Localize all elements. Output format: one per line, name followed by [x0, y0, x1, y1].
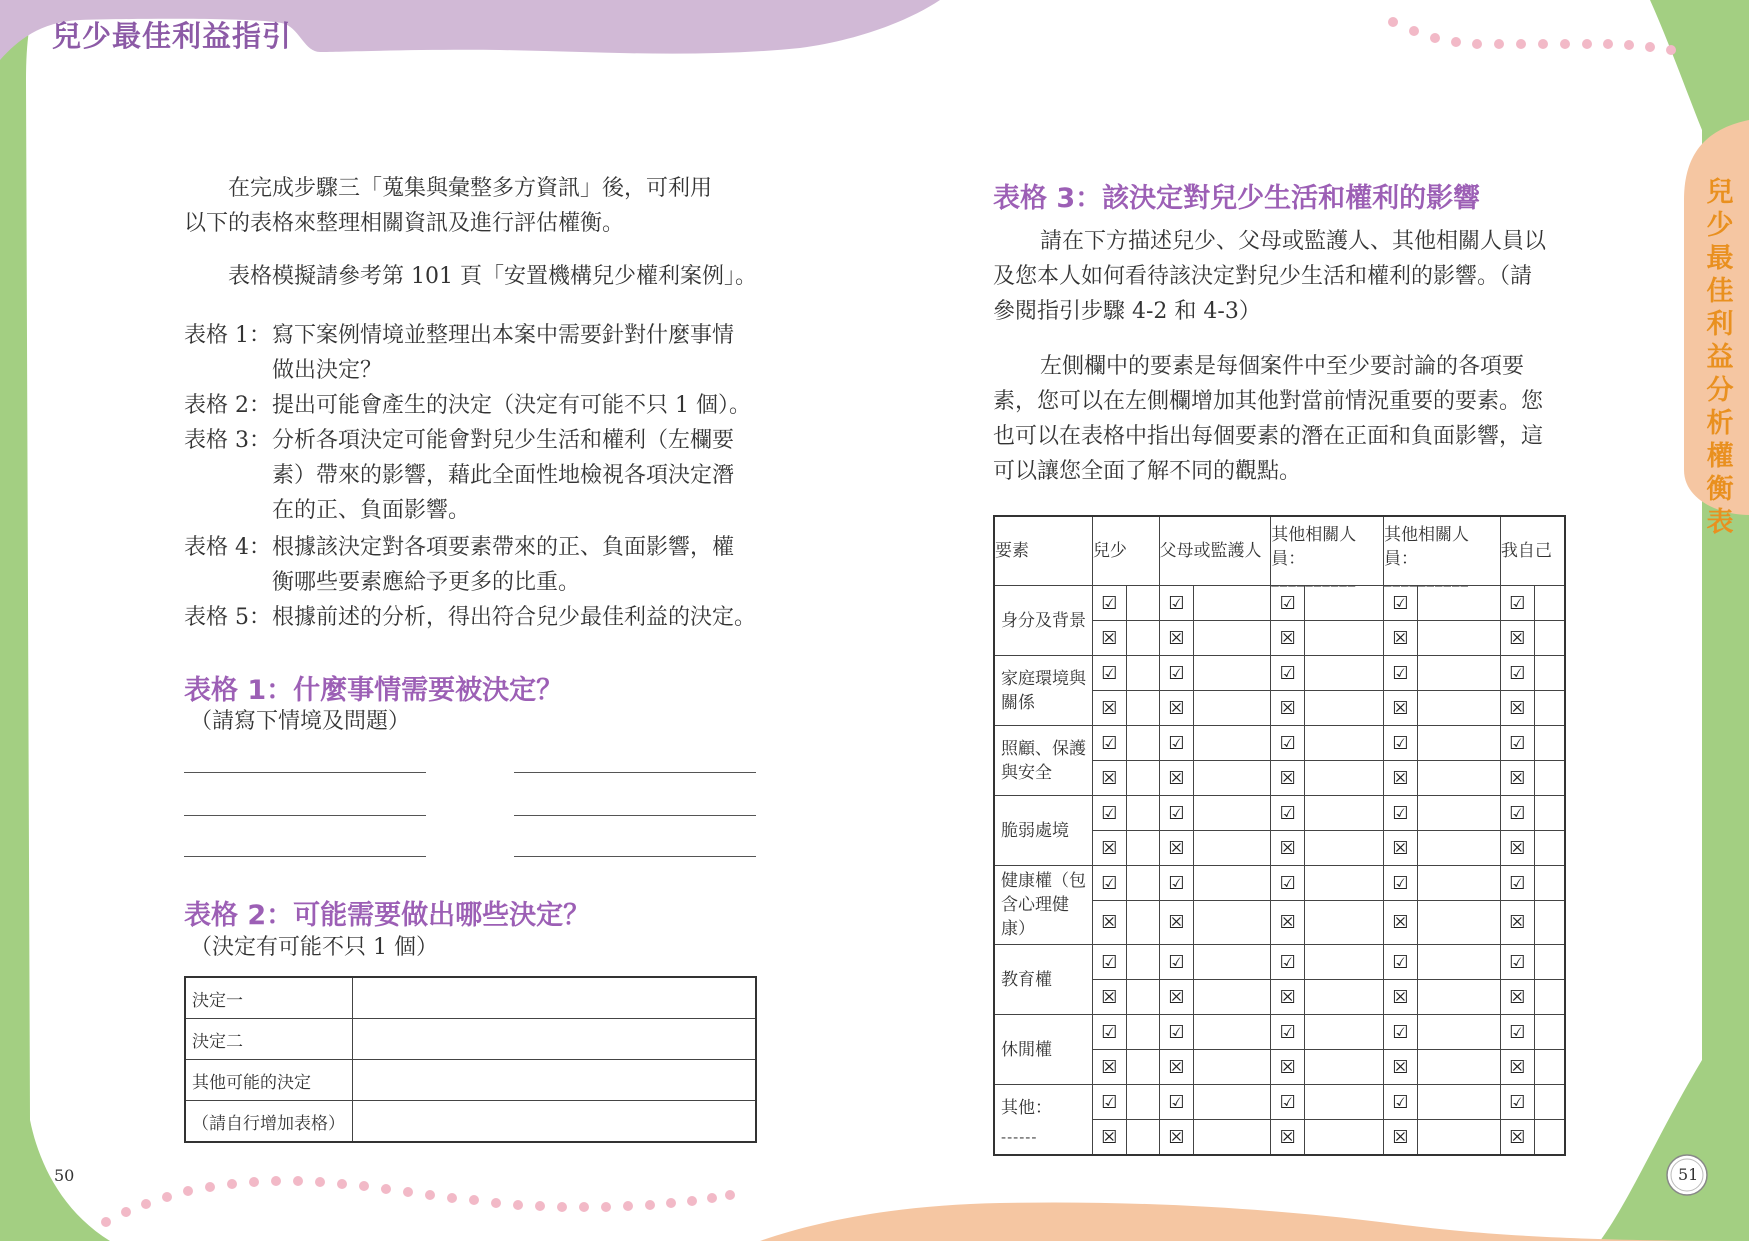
positive-checkbox-icon[interactable]: ☑ [1384, 796, 1418, 831]
impact-table [993, 515, 1566, 1156]
impact-note-cell[interactable] [1417, 980, 1500, 1015]
factor-label [994, 586, 1092, 656]
impact-note-cell[interactable] [1194, 1085, 1271, 1120]
intro-reference: 表格模擬請參考第 101 頁「安置機構兒少權利案例」。 [228, 264, 757, 289]
negative-checkbox-icon[interactable]: ☒ [1092, 621, 1126, 656]
positive-checkbox-icon[interactable]: ☑ [1500, 1015, 1534, 1050]
positive-checkbox-icon[interactable]: ☑ [1092, 1085, 1126, 1120]
impact-note-cell[interactable] [1126, 866, 1159, 901]
negative-checkbox-icon[interactable]: ☒ [1092, 901, 1126, 945]
impact-note-cell[interactable] [1534, 586, 1565, 621]
impact-note-cell[interactable] [1194, 831, 1271, 866]
positive-checkbox-icon[interactable]: ☑ [1159, 726, 1194, 761]
column-header [1271, 516, 1384, 586]
list-item-label: 表格 5： [184, 605, 271, 630]
list-item [184, 530, 764, 600]
impact-note-cell[interactable] [1305, 901, 1384, 945]
table-row [185, 977, 756, 1019]
positive-checkbox-icon[interactable]: ☑ [1271, 1085, 1305, 1120]
column-header [1384, 516, 1501, 586]
column-header [1500, 516, 1565, 586]
impact-note-cell[interactable] [1305, 831, 1384, 866]
factor-label [994, 945, 1092, 1015]
column-header-label: 兒少 [1092, 541, 1127, 561]
positive-checkbox-icon[interactable]: ☑ [1384, 726, 1418, 761]
negative-checkbox-icon[interactable]: ☒ [1384, 831, 1418, 866]
positive-checkbox-icon[interactable]: ☑ [1159, 656, 1194, 691]
negative-checkbox-icon[interactable]: ☒ [1500, 1120, 1534, 1156]
impact-note-cell[interactable] [1417, 1120, 1500, 1156]
factor-label-text: 照顧、保護與安全 [1001, 738, 1086, 783]
impact-note-cell[interactable] [1194, 980, 1271, 1015]
factor-label [994, 726, 1092, 796]
list-item-line: 素）帶來的影響，藉此全面性地檢視各項決定潛 [272, 463, 735, 488]
intro-line-2: 以下的表格來整理相關資訊及進行評估權衡。 [184, 211, 625, 236]
positive-checkbox-icon[interactable]: ☑ [1271, 656, 1305, 691]
positive-checkbox-icon[interactable]: ☑ [1159, 1085, 1194, 1120]
list-item-text [272, 530, 764, 600]
column-blank-line[interactable]: __________ [1271, 569, 1357, 587]
impact-note-cell[interactable] [1534, 901, 1565, 945]
impact-note-cell[interactable] [1194, 866, 1271, 901]
impact-note-cell[interactable] [1194, 726, 1271, 761]
factor-label [994, 796, 1092, 866]
impact-note-cell[interactable] [1126, 796, 1159, 831]
negative-checkbox-icon[interactable]: ☒ [1500, 901, 1534, 945]
negative-checkbox-icon[interactable]: ☒ [1159, 691, 1194, 726]
impact-note-cell[interactable] [1417, 866, 1500, 901]
negative-checkbox-icon[interactable]: ☒ [1092, 1120, 1126, 1156]
para2-line-3: 也可以在表格中指出每個要素的潛在正面和負面影響，這 [993, 424, 1544, 449]
table-row [185, 1101, 756, 1143]
negative-checkbox-icon[interactable]: ☒ [1500, 761, 1534, 796]
impact-note-cell[interactable] [1194, 691, 1271, 726]
positive-checkbox-icon[interactable]: ☑ [1500, 726, 1534, 761]
impact-note-cell[interactable] [1126, 901, 1159, 945]
decision-input-cell[interactable] [353, 977, 757, 1019]
impact-note-cell[interactable] [1305, 656, 1384, 691]
list-item [184, 388, 764, 423]
impact-note-cell[interactable] [1534, 1050, 1565, 1085]
impact-note-cell[interactable] [1194, 656, 1271, 691]
impact-note-cell[interactable] [1534, 796, 1565, 831]
impact-note-cell[interactable] [1534, 831, 1565, 866]
negative-checkbox-icon[interactable]: ☒ [1384, 1120, 1418, 1156]
negative-checkbox-icon[interactable]: ☒ [1271, 761, 1305, 796]
positive-checkbox-icon[interactable]: ☑ [1500, 586, 1534, 621]
impact-note-cell[interactable] [1194, 621, 1271, 656]
impact-note-cell[interactable] [1126, 945, 1159, 980]
para1-line-3: 參閱指引步驟 4-2 和 4-3） [993, 299, 1261, 324]
side-tab-label: 兒 少 最 佳 利 益 分 析 權 衡 表 [1706, 177, 1734, 538]
list-item-line: 在的正、負面影響。 [272, 498, 471, 523]
table3-paragraph-1 [993, 224, 1573, 329]
impact-note-cell[interactable] [1126, 1050, 1159, 1085]
impact-note-cell[interactable] [1417, 761, 1500, 796]
decision-label: 決定二 [185, 1019, 353, 1060]
list-item-line: 做出決定？ [272, 358, 383, 383]
impact-note-cell[interactable] [1534, 726, 1565, 761]
impact-note-cell[interactable] [1305, 980, 1384, 1015]
positive-checkbox-icon[interactable]: ☑ [1092, 1015, 1126, 1050]
negative-checkbox-icon[interactable]: ☒ [1159, 1050, 1194, 1085]
list-item-line: 根據該決定對各項要素帶來的正、負面影響，權 [272, 535, 735, 560]
impact-note-cell[interactable] [1126, 586, 1159, 621]
impact-note-cell[interactable] [1417, 1015, 1500, 1050]
table-row [994, 586, 1565, 621]
intro-paragraph [184, 171, 764, 241]
table3-paragraph-2 [993, 349, 1573, 489]
factor-label [994, 1085, 1092, 1156]
table1-subtitle: （請寫下情境及問題） [190, 709, 411, 734]
impact-note-cell[interactable] [1194, 1015, 1271, 1050]
para1-line-1: 請在下方描述兒少、父母或監護人、其他相關人員以 [1040, 229, 1547, 254]
negative-checkbox-icon[interactable]: ☒ [1159, 831, 1194, 866]
impact-note-cell[interactable] [1194, 586, 1271, 621]
positive-checkbox-icon[interactable]: ☑ [1092, 586, 1126, 621]
decision-label: 決定一 [185, 977, 353, 1019]
impact-note-cell[interactable] [1417, 586, 1500, 621]
factor-blank-line[interactable]: ------ [1001, 1127, 1038, 1146]
negative-checkbox-icon[interactable]: ☒ [1384, 980, 1418, 1015]
negative-checkbox-icon[interactable]: ☒ [1500, 831, 1534, 866]
decisions-table [184, 976, 757, 1143]
positive-checkbox-icon[interactable]: ☑ [1500, 1085, 1534, 1120]
impact-note-cell[interactable] [1417, 1085, 1500, 1120]
impact-note-cell[interactable] [1126, 1120, 1159, 1156]
factor-label [994, 866, 1092, 945]
table-row [994, 656, 1565, 691]
answer-line[interactable] [184, 772, 426, 773]
para2-line-4: 可以讓您全面了解不同的觀點。 [993, 459, 1302, 484]
impact-note-cell[interactable] [1417, 796, 1500, 831]
negative-checkbox-icon[interactable]: ☒ [1159, 761, 1194, 796]
positive-checkbox-icon[interactable]: ☑ [1092, 945, 1126, 980]
positive-checkbox-icon[interactable]: ☑ [1384, 1085, 1418, 1120]
running-header-title: 兒少最佳利益指引 [52, 19, 293, 53]
impact-note-cell[interactable] [1534, 980, 1565, 1015]
positive-checkbox-icon[interactable]: ☑ [1500, 796, 1534, 831]
list-item [184, 318, 764, 388]
answer-line[interactable] [184, 856, 426, 857]
list-item-label: 表格 2： [184, 393, 271, 418]
impact-note-cell[interactable] [1305, 621, 1384, 656]
positive-checkbox-icon[interactable]: ☑ [1271, 726, 1305, 761]
decision-label: 其他可能的決定 [185, 1060, 353, 1101]
negative-checkbox-icon[interactable]: ☒ [1271, 901, 1305, 945]
list-item [184, 423, 764, 528]
column-header [994, 516, 1092, 586]
impact-note-cell[interactable] [1417, 726, 1500, 761]
impact-note-cell[interactable] [1126, 726, 1159, 761]
column-header [1092, 516, 1159, 586]
negative-checkbox-icon[interactable]: ☒ [1271, 691, 1305, 726]
negative-checkbox-icon[interactable]: ☒ [1092, 1050, 1126, 1085]
list-item-line: 分析各項決定可能會對兒少生活和權利（左欄要 [272, 428, 735, 453]
list-item-label: 表格 1： [184, 323, 271, 348]
impact-note-cell[interactable] [1305, 1085, 1384, 1120]
impact-note-cell[interactable] [1126, 621, 1159, 656]
negative-checkbox-icon[interactable]: ☒ [1500, 691, 1534, 726]
list-item-line: 寫下案例情境並整理出本案中需要針對什麼事情 [272, 323, 735, 348]
impact-note-cell[interactable] [1305, 796, 1384, 831]
factor-label-text: 脆弱處境 [1001, 820, 1069, 841]
negative-checkbox-icon[interactable]: ☒ [1092, 761, 1126, 796]
impact-note-cell[interactable] [1305, 1120, 1384, 1156]
factor-label [994, 1015, 1092, 1085]
impact-note-cell[interactable] [1534, 761, 1565, 796]
list-item-text [272, 600, 764, 635]
table-header-row [994, 516, 1565, 586]
list-item-text [272, 388, 764, 423]
negative-checkbox-icon[interactable]: ☒ [1500, 980, 1534, 1015]
factor-label-text: 休閒權 [1001, 1039, 1052, 1060]
table-row [185, 1060, 756, 1101]
answer-line[interactable] [184, 815, 426, 816]
impact-note-cell[interactable] [1417, 621, 1500, 656]
positive-checkbox-icon[interactable]: ☑ [1092, 866, 1126, 901]
negative-checkbox-icon[interactable]: ☒ [1384, 1050, 1418, 1085]
list-item-line: 衡哪些要素應給予更多的比重。 [272, 570, 581, 595]
column-header-label: 要素 [995, 541, 1029, 561]
table-row [994, 1085, 1565, 1120]
positive-checkbox-icon[interactable]: ☑ [1159, 866, 1194, 901]
factor-label-text: 健康權（包含心理健康） [1001, 871, 1086, 939]
impact-note-cell[interactable] [1534, 1015, 1565, 1050]
positive-checkbox-icon[interactable]: ☑ [1500, 866, 1534, 901]
positive-checkbox-icon[interactable]: ☑ [1384, 866, 1418, 901]
impact-note-cell[interactable] [1534, 866, 1565, 901]
negative-checkbox-icon[interactable]: ☒ [1159, 621, 1194, 656]
impact-note-cell[interactable] [1417, 901, 1500, 945]
impact-note-cell[interactable] [1534, 945, 1565, 980]
impact-note-cell[interactable] [1417, 831, 1500, 866]
negative-checkbox-icon[interactable]: ☒ [1159, 980, 1194, 1015]
positive-checkbox-icon[interactable]: ☑ [1500, 945, 1534, 980]
column-blank-line[interactable]: __________ [1384, 569, 1469, 587]
column-header-label: 其他相關人員： [1384, 525, 1469, 569]
impact-note-cell[interactable] [1126, 656, 1159, 691]
table2-heading: 表格 2：可能需要做出哪些決定？ [184, 900, 591, 931]
positive-checkbox-icon[interactable]: ☑ [1271, 866, 1305, 901]
impact-note-cell[interactable] [1305, 945, 1384, 980]
list-item-text [272, 423, 764, 528]
decision-input-cell[interactable] [353, 1060, 757, 1101]
list-item-line: 提出可能會產生的決定（決定有可能不只 1 個）。 [272, 393, 751, 418]
impact-note-cell[interactable] [1305, 691, 1384, 726]
impact-note-cell[interactable] [1126, 831, 1159, 866]
answer-line[interactable] [514, 856, 756, 857]
list-item [184, 600, 764, 635]
column-header-label: 父母或監護人 [1159, 541, 1262, 561]
positive-checkbox-icon[interactable]: ☑ [1092, 796, 1126, 831]
table-row [994, 726, 1565, 761]
table-row [994, 866, 1565, 901]
negative-checkbox-icon[interactable]: ☒ [1159, 901, 1194, 945]
negative-checkbox-icon[interactable]: ☒ [1271, 1050, 1305, 1085]
impact-note-cell[interactable] [1126, 691, 1159, 726]
negative-checkbox-icon[interactable]: ☒ [1092, 831, 1126, 866]
page-number-left: 50 [54, 1166, 75, 1185]
table1-heading: 表格 1：什麼事情需要被決定？ [184, 675, 564, 706]
table-row [185, 1019, 756, 1060]
column-header-label: 其他相關人員： [1271, 525, 1357, 569]
list-item-line: 根據前述的分析，得出符合兒少最佳利益的決定。 [272, 605, 757, 630]
positive-checkbox-icon[interactable]: ☑ [1159, 796, 1194, 831]
impact-note-cell[interactable] [1305, 586, 1384, 621]
negative-checkbox-icon[interactable]: ☒ [1384, 691, 1418, 726]
table-row [994, 796, 1565, 831]
impact-note-cell[interactable] [1534, 691, 1565, 726]
column-header [1159, 516, 1271, 586]
positive-checkbox-icon[interactable]: ☑ [1159, 945, 1194, 980]
impact-note-cell[interactable] [1417, 1050, 1500, 1085]
impact-note-cell[interactable] [1194, 1120, 1271, 1156]
impact-note-cell[interactable] [1194, 796, 1271, 831]
negative-checkbox-icon[interactable]: ☒ [1384, 901, 1418, 945]
impact-note-cell[interactable] [1417, 945, 1500, 980]
positive-checkbox-icon[interactable]: ☑ [1092, 656, 1126, 691]
positive-checkbox-icon[interactable]: ☑ [1384, 1015, 1418, 1050]
impact-note-cell[interactable] [1194, 901, 1271, 945]
decision-input-cell[interactable] [353, 1019, 757, 1060]
page-number-right: 51 [1678, 1165, 1699, 1184]
impact-note-cell[interactable] [1305, 726, 1384, 761]
factor-label-text: 其他： [1001, 1097, 1052, 1118]
impact-note-cell[interactable] [1305, 866, 1384, 901]
answer-line[interactable] [514, 772, 756, 773]
negative-checkbox-icon[interactable]: ☒ [1271, 1120, 1305, 1156]
impact-note-cell[interactable] [1194, 1050, 1271, 1085]
positive-checkbox-icon[interactable]: ☑ [1384, 586, 1418, 621]
negative-checkbox-icon[interactable]: ☒ [1271, 621, 1305, 656]
negative-checkbox-icon[interactable]: ☒ [1092, 691, 1126, 726]
table3-heading: 表格 3：該決定對兒少生活和權利的影響 [993, 183, 1481, 214]
table-row [994, 1015, 1565, 1050]
negative-checkbox-icon[interactable]: ☒ [1159, 1120, 1194, 1156]
para1-line-2: 及您本人如何看待該決定對兒少生活和權利的影響。（請 [993, 264, 1533, 289]
impact-note-cell[interactable] [1194, 945, 1271, 980]
impact-note-cell[interactable] [1417, 691, 1500, 726]
negative-checkbox-icon[interactable]: ☒ [1384, 761, 1418, 796]
table2-subtitle: （決定有可能不只 1 個） [190, 935, 438, 960]
positive-checkbox-icon[interactable]: ☑ [1159, 586, 1194, 621]
intro-line-1: 在完成步驟三「蒐集與彙整多方資訊」後，可利用 [228, 176, 713, 201]
positive-checkbox-icon[interactable]: ☑ [1092, 726, 1126, 761]
impact-note-cell[interactable] [1534, 1085, 1565, 1120]
factor-label-text: 身分及背景 [1001, 610, 1086, 631]
impact-note-cell[interactable] [1534, 621, 1565, 656]
list-item-text [272, 318, 764, 388]
negative-checkbox-icon[interactable]: ☒ [1384, 621, 1418, 656]
negative-checkbox-icon[interactable]: ☒ [1092, 980, 1126, 1015]
impact-note-cell[interactable] [1126, 1085, 1159, 1120]
impact-note-cell[interactable] [1305, 1015, 1384, 1050]
impact-note-cell[interactable] [1534, 1120, 1565, 1156]
impact-note-cell[interactable] [1305, 1050, 1384, 1085]
negative-checkbox-icon[interactable]: ☒ [1500, 621, 1534, 656]
positive-checkbox-icon[interactable]: ☑ [1271, 945, 1305, 980]
decision-input-cell[interactable] [353, 1101, 757, 1143]
list-item-label: 表格 3： [184, 428, 271, 453]
positive-checkbox-icon[interactable]: ☑ [1500, 656, 1534, 691]
negative-checkbox-icon[interactable]: ☒ [1500, 1050, 1534, 1085]
impact-note-cell[interactable] [1126, 761, 1159, 796]
para2-line-2: 素，您可以在左側欄增加其他對當前情況重要的要素。您 [993, 389, 1544, 414]
decision-label: （請自行增加表格） [185, 1101, 353, 1143]
impact-note-cell[interactable] [1126, 1015, 1159, 1050]
para2-line-1: 左側欄中的要素是每個案件中至少要討論的各項要 [1040, 354, 1525, 379]
negative-checkbox-icon[interactable]: ☒ [1271, 831, 1305, 866]
impact-note-cell[interactable] [1305, 761, 1384, 796]
impact-note-cell[interactable] [1126, 980, 1159, 1015]
column-header-label: 我自己 [1500, 541, 1552, 561]
positive-checkbox-icon[interactable]: ☑ [1271, 796, 1305, 831]
list-item-label: 表格 4： [184, 535, 271, 560]
positive-checkbox-icon[interactable]: ☑ [1159, 1015, 1194, 1050]
positive-checkbox-icon[interactable]: ☑ [1271, 586, 1305, 621]
impact-note-cell[interactable] [1194, 761, 1271, 796]
positive-checkbox-icon[interactable]: ☑ [1384, 656, 1418, 691]
impact-note-cell[interactable] [1534, 656, 1565, 691]
answer-line[interactable] [514, 815, 756, 816]
factor-label-text: 家庭環境與關係 [1001, 668, 1086, 713]
table-row [994, 945, 1565, 980]
negative-checkbox-icon[interactable]: ☒ [1271, 980, 1305, 1015]
impact-note-cell[interactable] [1417, 656, 1500, 691]
positive-checkbox-icon[interactable]: ☑ [1384, 945, 1418, 980]
factor-label [994, 656, 1092, 726]
factor-label-text: 教育權 [1001, 969, 1052, 990]
positive-checkbox-icon[interactable]: ☑ [1271, 1015, 1305, 1050]
